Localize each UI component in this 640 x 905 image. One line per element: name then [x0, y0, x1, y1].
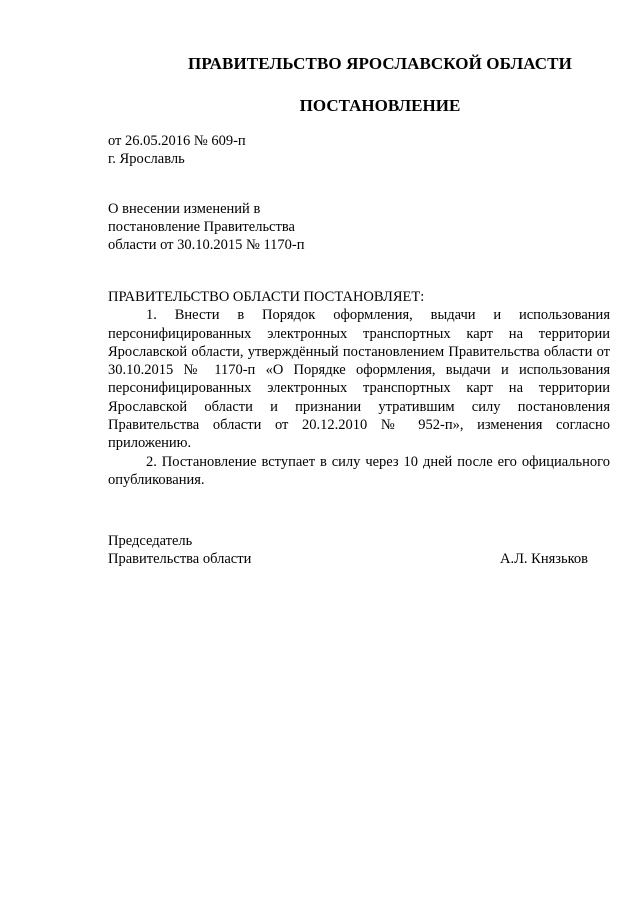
subject-line: О внесении изменений в: [108, 201, 261, 217]
signatory-title-line-1: Председатель: [108, 533, 193, 549]
signatory-name: А.Л. Князьков: [499, 551, 588, 567]
decree-paragraph-1: 1. Внести в Порядок оформления, выдачи и использования персонифицированных электронных транспортных карт на территории Ярославской области, утверждённый постановлением Правительства области от 30.10.2015 № 1170-п «О Порядке оформления, выдачи и использования персонифицированных электронных транспортных карт на территории Ярославской области и признании утратившим силу постановления Правительства области от 20.12.2010 № 952-п», изменения согласно приложению.: [108, 307, 610, 452]
decree-heading: ПРАВИТЕЛЬСТВО ОБЛАСТИ ПОСТАНОВЛЯЕТ:: [108, 289, 425, 305]
document-body: [108, 288, 610, 489]
subject-line: области от 30.10.2015 № 1170-п: [108, 237, 305, 253]
document-meta: [108, 132, 246, 168]
organization-title: ПРАВИТЕЛЬСТВО ЯРОСЛАВСКОЙ ОБЛАСТИ: [188, 54, 572, 73]
signature-block: [108, 532, 588, 568]
subject-line: постановление Правительства: [108, 219, 295, 235]
date-number: от 26.05.2016 № 609-п: [108, 133, 246, 149]
document-type: ПОСТАНОВЛЕНИЕ: [299, 96, 461, 115]
signatory-title-line-2: Правительства области: [108, 551, 252, 567]
city: г. Ярославль: [108, 151, 185, 167]
document-subject: [108, 200, 305, 254]
decree-paragraph-2: 2. Постановление вступает в силу через 10 дней после его официального опубликования.: [108, 453, 610, 488]
signature-row: [108, 550, 588, 568]
